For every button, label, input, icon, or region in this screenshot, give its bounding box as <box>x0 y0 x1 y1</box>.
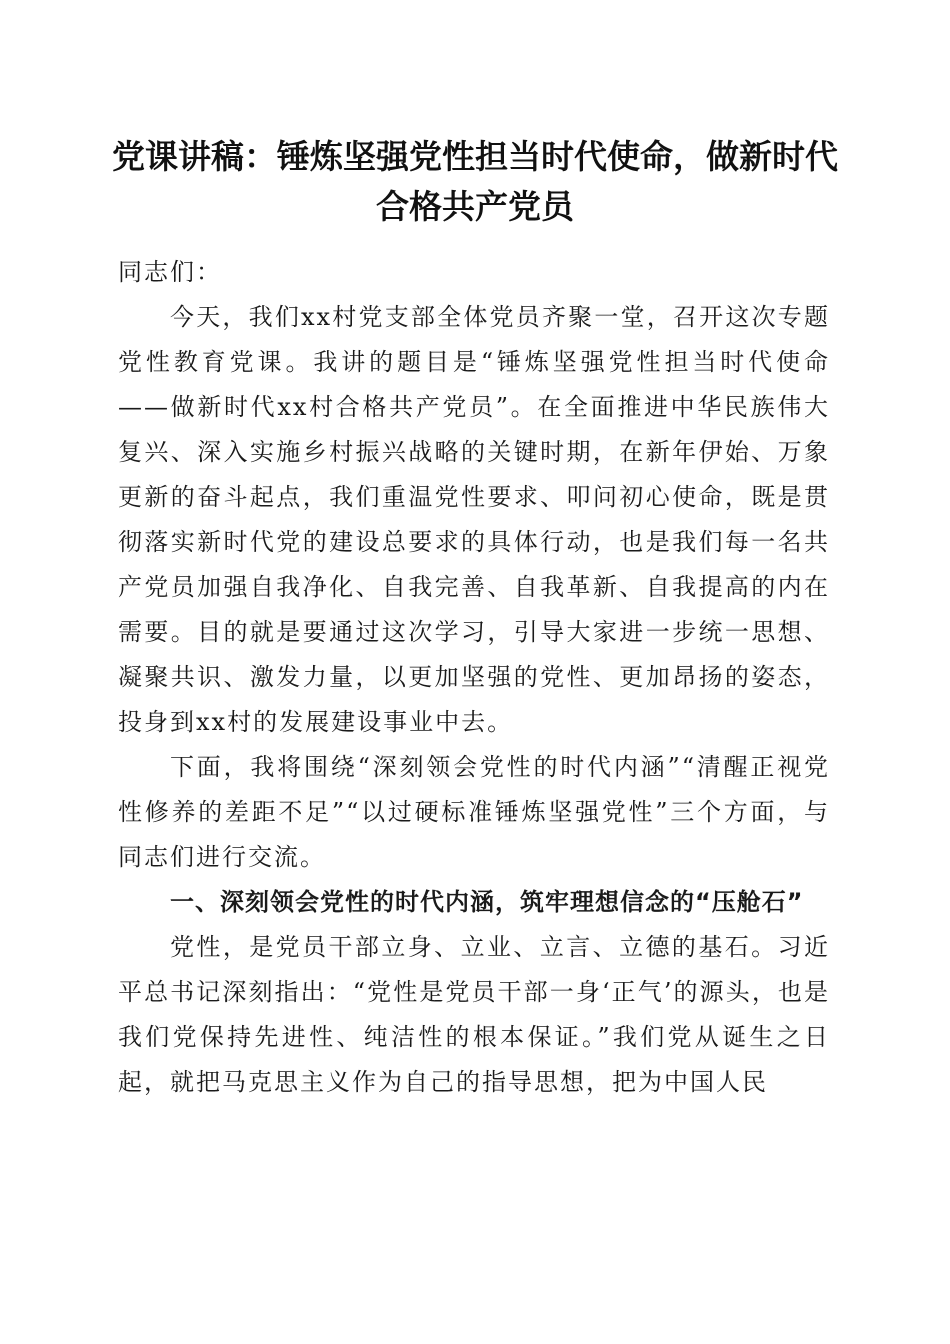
document-title: 党课讲稿：锤炼坚强党性担当时代使命，做新时代合格共产党员 <box>112 137 838 226</box>
paragraph-section-one: 党性，是党员干部立身、立业、立言、立德的基石。习近平总书记深刻指出：“党性是党员干部一身‘正气’的源头，也是我们党保持先进性、纯洁性的根本保证。”我们党从诞生之日起，就把马克思主义作为自己的指导思想，把为中国人民 <box>118 933 830 1096</box>
greeting: 同志们： <box>118 258 222 286</box>
paragraph-intro: 今天，我们xx村党支部全体党员齐聚一堂，召开这次专题党性教育党课。我讲的题目是“锤炼坚强党性担当时代使命——做新时代xx村合格共产党员”。在全面推进中华民族伟大复兴、深入实施乡村振兴战略的关键时期，在新年伊始、万象更新的奋斗起点，我们重温党性要求、叩问初心使命，既是贯彻落实新时代党的建设总要求的具体行动，也是我们每一名共产党员加强自我净化、自我完善、自我革新、自我提高的内在需要。目的就是要通过这次学习，引导大家进一步统一思想、凝聚共识、激发力量，以更加坚强的党性、更加昂扬的姿态，投身到xx村的发展建设事业中去。 <box>118 303 830 736</box>
document-body <box>118 250 830 1105</box>
section-heading: 一、深刻领会党性的时代内涵，筑牢理想信念的“压舱石” <box>170 888 804 916</box>
paragraph-outline: 下面，我将围绕“深刻领会党性的时代内涵”“清醒正视党性修养的差距不足”“以过硬标准锤炼坚强党性”三个方面，与同志们进行交流。 <box>118 753 830 871</box>
